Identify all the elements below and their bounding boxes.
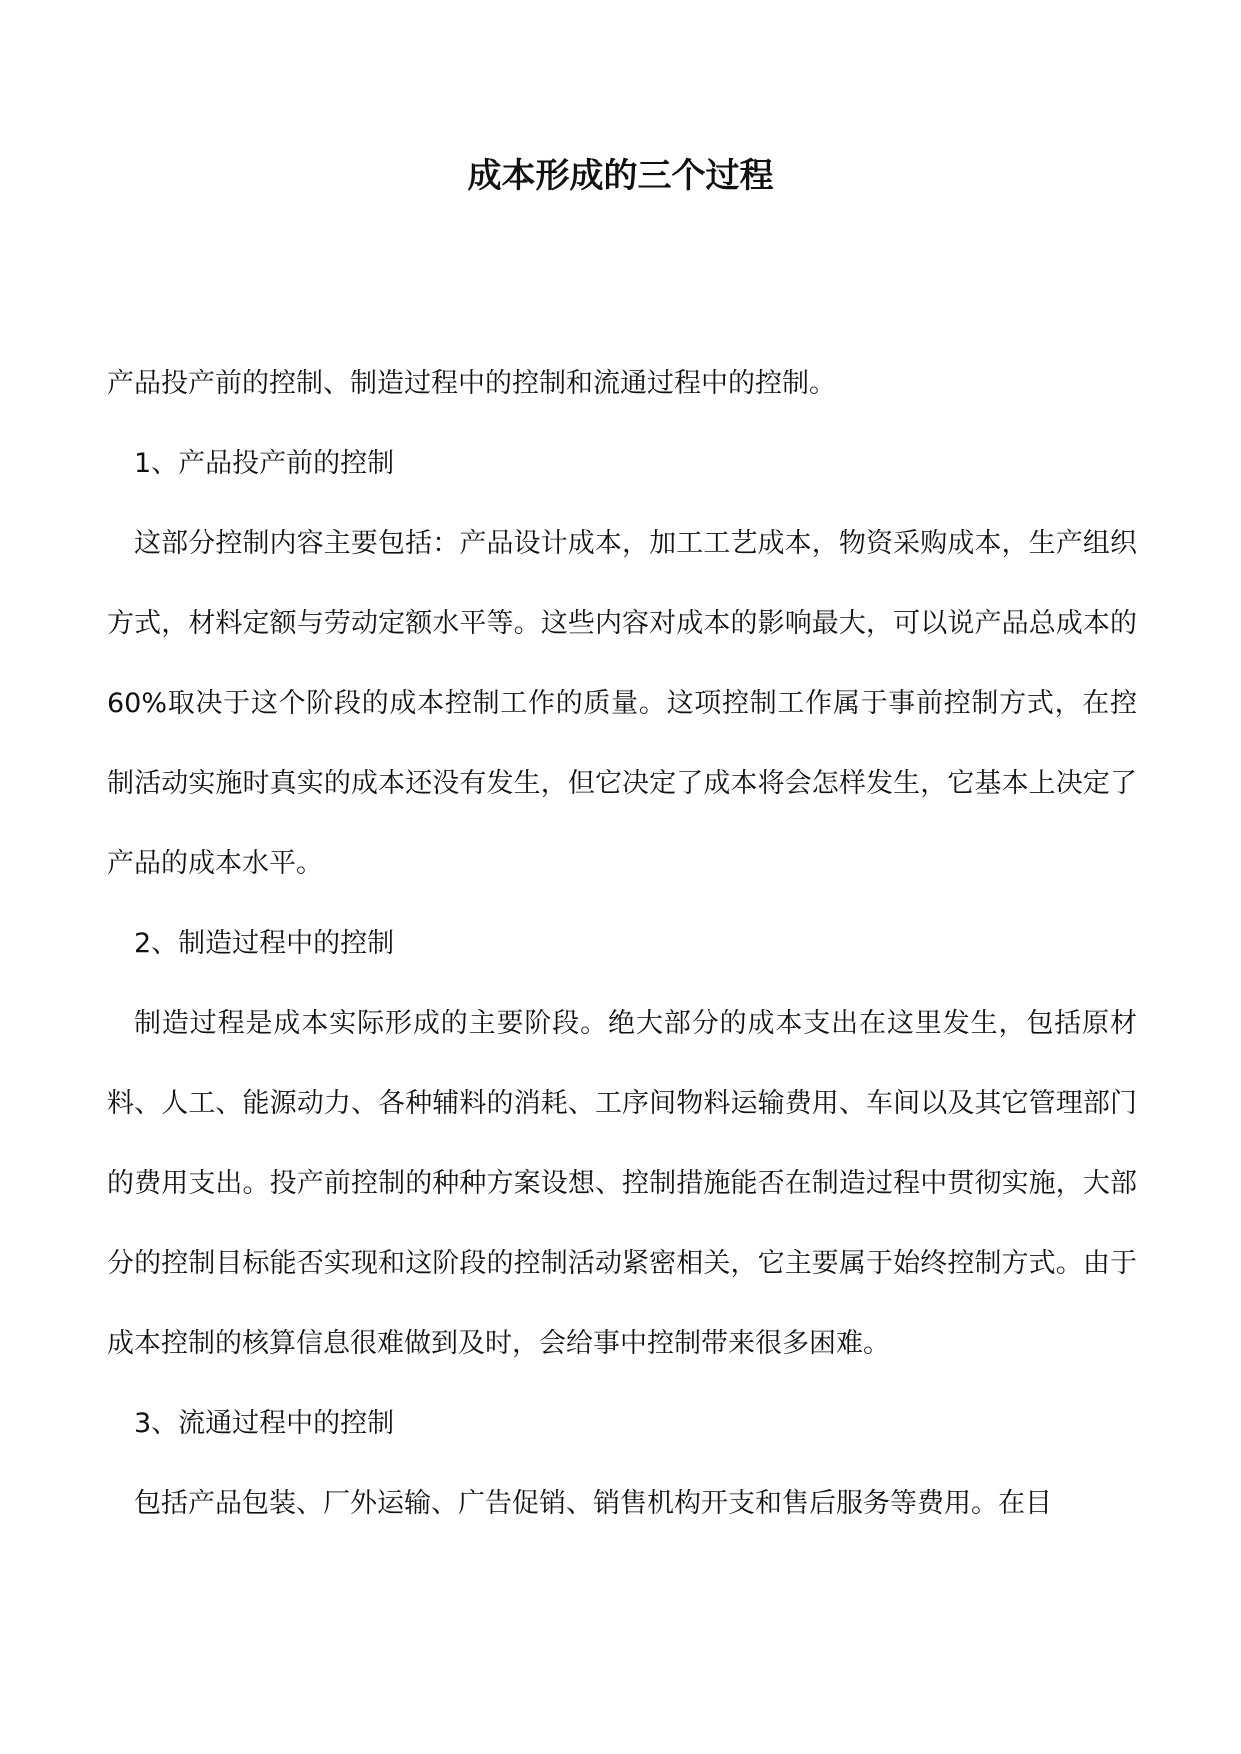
document-title: 成本形成的三个过程 xyxy=(467,156,774,196)
section-heading-distribution: 3、流通过程中的控制 xyxy=(134,1408,395,1439)
paragraph-distribution: 包括产品包装、厂外运输、广告促销、销售机构开支和售后服务等费用。在目 xyxy=(134,1488,1052,1519)
paragraph-manufacturing: 制造过程是成本实际形成的主要阶段。绝大部分的成本支出在这里发生，包括原材料、人工、能源动力、各种辅料的消耗、工序间物料运输费用、车间以及其它管理部门的费用支出。投产前控制的种种方案设想、控制措施能否在制造过程中贯彻实施，大部分的控制目标能否实现和这阶段的控制活动紧密相关，它主要属于始终控制方式。由于成本控制的核算信息很难做到及时，会给事中控制带来很多困难。 xyxy=(107,1008,1137,1359)
intro-paragraph: 产品投产前的控制、制造过程中的控制和流通过程中的控制。 xyxy=(107,368,836,399)
section-heading-pre-production: 1、产品投产前的控制 xyxy=(134,448,395,479)
paragraph-pre-production: 这部分控制内容主要包括：产品设计成本，加工工艺成本，物资采购成本，生产组织方式，材料定额与劳动定额水平等。这些内容对成本的影响最大，可以说产品总成本的 60%取决于这个阶段的成本控制工作的质量。这项控制工作属于事前控制方式，在控制活动实施时真实的成本还没有发生，但它决定了成本将会怎样发生，它基本上决定了产品的成本水平。 xyxy=(107,528,1137,879)
document-body xyxy=(107,344,1137,1544)
section-heading-manufacturing: 2、制造过程中的控制 xyxy=(134,928,395,959)
